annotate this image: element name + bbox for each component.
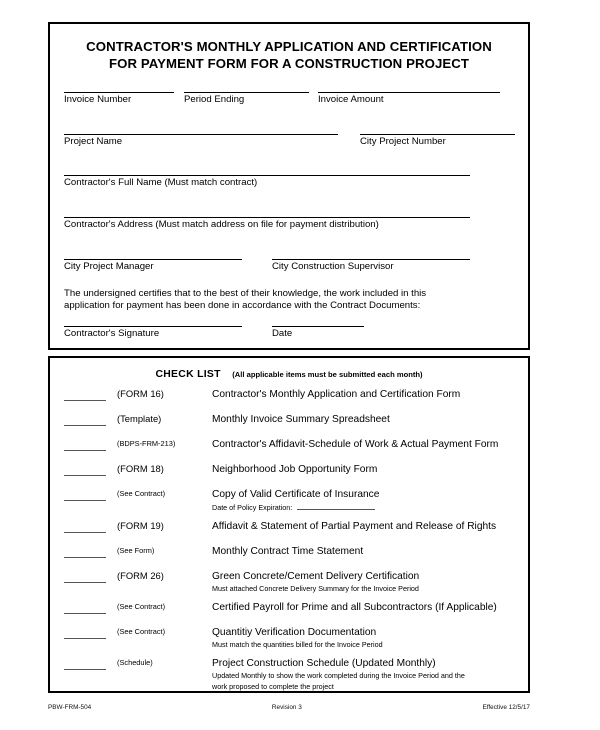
city-construction-supervisor-label: City Construction Supervisor <box>272 261 394 272</box>
invoice-amount-line[interactable] <box>318 92 500 93</box>
checklist-item-note-text: Date of Policy Expiration: <box>212 503 293 512</box>
date-label: Date <box>272 328 293 339</box>
project-name-label: Project Name <box>64 136 123 147</box>
checklist-item-body <box>211 657 528 691</box>
checklist-item-body <box>211 626 528 650</box>
checklist-item-description: Quantitiy Verification Documentation <box>212 627 377 638</box>
checklist-item[interactable] <box>50 438 528 456</box>
checklist-item[interactable] <box>50 463 528 481</box>
checklist-item[interactable] <box>50 570 528 594</box>
certification-statement <box>64 288 484 313</box>
checklist-item[interactable] <box>50 626 528 650</box>
checklist-item[interactable] <box>50 601 528 619</box>
checklist-checkmark-blank[interactable] <box>64 660 106 670</box>
checklist-checkmark-blank[interactable] <box>64 573 106 583</box>
checklist-item-code: (See Contract) <box>117 627 166 636</box>
checklist-item-body <box>211 438 528 451</box>
checklist-item-body <box>211 570 528 594</box>
checklist-item-body <box>211 545 528 558</box>
checklist-item-code: (Schedule) <box>117 658 153 667</box>
checklist-checkmark-blank[interactable] <box>64 466 106 476</box>
checklist-item-description: Contractor's Affidavit-Schedule of Work & Actual Payment Form <box>212 439 499 450</box>
date-line[interactable] <box>272 326 364 327</box>
invoice-number-line[interactable] <box>64 92 174 93</box>
checklist-item[interactable] <box>50 488 528 513</box>
checklist-item-note-text: Must match the quantities billed for the Invoice Period <box>212 640 383 649</box>
checklist-checkmark-blank[interactable] <box>64 629 106 639</box>
checklist-checkmark-blank[interactable] <box>64 491 106 501</box>
checklist-item-description: Neighborhood Job Opportunity Form <box>212 464 378 475</box>
checklist-item[interactable] <box>50 413 528 431</box>
checklist-item-code: (FORM 18) <box>117 463 164 474</box>
checklist-item-description: Monthly Contract Time Statement <box>212 546 364 557</box>
certification-line-2: application for payment has been done in accordance with the Contract Documents: <box>64 300 421 312</box>
checklist-item-description: Affidavit & Statement of Partial Payment and Release of Rights <box>212 521 497 532</box>
checklist-item-code: (See Contract) <box>117 489 166 498</box>
checklist-item-note-text: Updated Monthly to show the work completed during the Invoice Period and the <box>212 671 465 680</box>
contractor-full-name-label: Contractor's Full Name (Must match contract) <box>64 177 258 188</box>
checklist-item-note <box>212 502 528 513</box>
checklist-item-note-continued: work proposed to complete the project <box>212 681 334 691</box>
checklist-item-body <box>211 463 528 476</box>
checklist-item-code: (FORM 19) <box>117 520 164 531</box>
checklist-items <box>50 388 528 691</box>
contractor-address-line[interactable] <box>64 217 470 218</box>
checklist-item-description: Project Construction Schedule (Updated Monthly) <box>212 658 436 669</box>
checklist-item-code: (BDPS-FRM-213) <box>117 439 176 448</box>
contractor-signature-line[interactable] <box>64 326 242 327</box>
checklist-checkmark-blank[interactable] <box>64 604 106 614</box>
footer-revision: Revision 3 <box>271 704 302 711</box>
checklist-item-description: Monthly Invoice Summary Spreadsheet <box>212 414 390 425</box>
checklist-item-code: (FORM 26) <box>117 570 164 581</box>
contractor-full-name-line[interactable] <box>64 175 470 176</box>
checklist-item-note <box>212 584 528 594</box>
invoice-number-label: Invoice Number <box>64 94 132 105</box>
checklist-item-description: Copy of Valid Certificate of Insurance <box>212 489 380 500</box>
checklist-checkmark-blank[interactable] <box>64 523 106 533</box>
city-project-manager-label: City Project Manager <box>64 261 154 272</box>
application-info-box <box>48 22 530 350</box>
page-footer <box>48 704 530 711</box>
period-ending-line[interactable] <box>184 92 309 93</box>
checklist-item-code: (FORM 16) <box>117 388 164 399</box>
checklist-item-code: (Template) <box>117 413 162 424</box>
checklist-title: CHECK LIST <box>155 369 221 380</box>
checklist-checkmark-blank[interactable] <box>64 548 106 558</box>
checklist-box <box>48 356 530 693</box>
title-line-1: CONTRACTOR'S MONTHLY APPLICATION AND CERTIFICATION <box>86 39 492 54</box>
checklist-item-note-text: Must attached Concrete Delivery Summary for the Invoice Period <box>212 584 419 593</box>
checklist-item-body <box>211 388 528 401</box>
checklist-item[interactable] <box>50 520 528 538</box>
checklist-item-note <box>212 671 512 681</box>
checklist-item-description: Green Concrete/Cement Delivery Certification <box>212 571 420 582</box>
checklist-item-note <box>212 640 528 650</box>
policy-expiration-line[interactable] <box>297 502 375 510</box>
checklist-item[interactable] <box>50 657 528 691</box>
city-project-number-label: City Project Number <box>360 136 446 147</box>
checklist-item-description: Contractor's Monthly Application and Certification Form <box>212 389 461 400</box>
checklist-item-body <box>211 520 528 533</box>
invoice-amount-label: Invoice Amount <box>318 94 384 105</box>
checklist-checkmark-blank[interactable] <box>64 441 106 451</box>
footer-effective-date: Effective 12/5/17 <box>482 704 530 711</box>
footer-form-id: PBW-FRM-504 <box>48 704 92 711</box>
checklist-header <box>50 358 528 382</box>
checklist-checkmark-blank[interactable] <box>64 416 106 426</box>
project-name-line[interactable] <box>64 134 338 135</box>
checklist-item[interactable] <box>50 388 528 406</box>
checklist-item-body <box>211 413 528 426</box>
checklist-item[interactable] <box>50 545 528 563</box>
contractor-address-label: Contractor's Address (Must match address on file for payment distribution) <box>64 219 379 230</box>
city-project-manager-line[interactable] <box>64 259 242 260</box>
document-title <box>50 24 528 72</box>
contractor-signature-label: Contractor's Signature <box>64 328 160 339</box>
checklist-subtitle: (All applicable items must be submitted each month) <box>232 370 423 379</box>
checklist-checkmark-blank[interactable] <box>64 391 106 401</box>
checklist-item-code: (See Contract) <box>117 602 166 611</box>
city-construction-supervisor-line[interactable] <box>272 259 470 260</box>
city-project-number-line[interactable] <box>360 134 515 135</box>
checklist-item-code: (See Form) <box>117 546 155 555</box>
checklist-item-body <box>211 488 528 513</box>
period-ending-label: Period Ending <box>184 94 245 105</box>
title-line-2: FOR PAYMENT FORM FOR A CONSTRUCTION PROJECT <box>108 56 470 71</box>
checklist-item-description: Certified Payroll for Prime and all Subcontractors (If Applicable) <box>212 602 497 613</box>
checklist-item-body <box>211 601 528 614</box>
certification-line-1: The undersigned certifies that to the best of their knowledge, the work included in this <box>64 288 427 299</box>
